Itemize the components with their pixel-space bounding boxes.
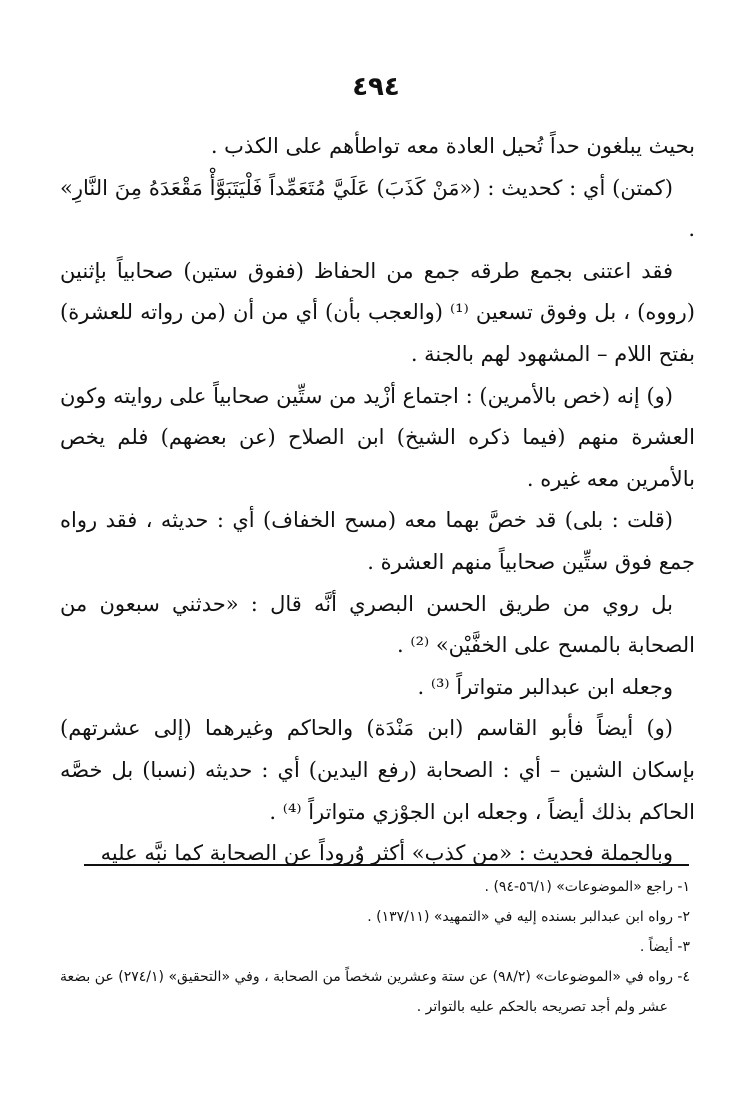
paragraph-7: وجعله ابن عبدالبر متواتراً ⁽³⁾ . [417,674,673,699]
page-number: ٤٩٤ [352,72,400,102]
main-text [60,126,695,875]
footnote-2: ٢- رواه ابن عبدالبر بسنده إليه في «التمهيد» (١٣٧/١١) . [367,909,690,925]
footnote-divider [84,864,689,866]
paragraph-3: فقد اعتنى بجمع طرقه جمع من الحفاظ (ففوق ستين) صحابياً بإثنين (رووه) ، بل وفوق تسعين ⁽¹⁾ (والعجب بأن) أي من أن (من رواته للعشرة) بفتح اللام – المشهود لهم بالجنة . [60,258,695,366]
paragraph-1: بحيث يبلغون حداً تُحيل العادة معه تواطأهم على الكذب . [210,134,695,158]
paragraph-8: (و) أيضاً فأبو القاسم (ابن مَنْدَة) والحاكم وغيرهما (إلى عشرتهم) بإسكان الشين – أي : الصحابة (رفع اليدين) أي : حديثه (نسبا) بل خصَّه الحاكم بذلك أيضاً ، وجعله ابن الجوْزي متواتراً ⁽⁴⁾ . [60,716,695,824]
footnote-1: ١- راجع «الموضوعات» (٥٦/١-٩٤) . [484,879,690,895]
paragraph-9: وبالجملة فحديث : «من كذب» أكثر وُروداً عن الصحابة كما نبَّه عليه [100,841,673,866]
paragraph-6: بل روي من طريق الحسن البصري أنَّه قال : «حدثني سبعون من الصحابة بالمسح على الخفَّيْن» ⁽²⁾ . [60,591,695,658]
paragraph-4: (و) إنه (خص بالأمرين) : اجتماع أزْيد من ستِّين صحابياً على روايته وكون العشرة منهم (فيما ذكره الشيخ) ابن الصلاح (عن بعضهم) فلم يخص بالأمرين معه غيره . [60,383,695,491]
footnotes [60,872,690,1022]
footnote-3: ٣- أيضاً . [639,939,690,955]
footnote-4: ٤- رواه في «الموضوعات» (٩٨/٢) عن ستة وعشرين شخصاً من الصحابة ، وفي «التحقيق» (٢٧٤/١) عن بضعة عشر ولم أجد تصريحه بالحكم عليه بالتواتر . [60,969,691,1015]
paragraph-2: (كمتن) أي : كحديث : («مَنْ كَذَبَ) عَلَيَّ مُتَعَمِّداً فَلْيَتَبَوَّأْ مَقْعَدَهُ مِنَ النَّارِ» . [60,175,695,242]
paragraph-5: (قلت : بلى) قد خصَّ بهما معه (مسح الخفاف) أي : حديثه ، فقد رواه جمع فوق ستِّين صحابياً منهم العشرة . [60,508,695,574]
